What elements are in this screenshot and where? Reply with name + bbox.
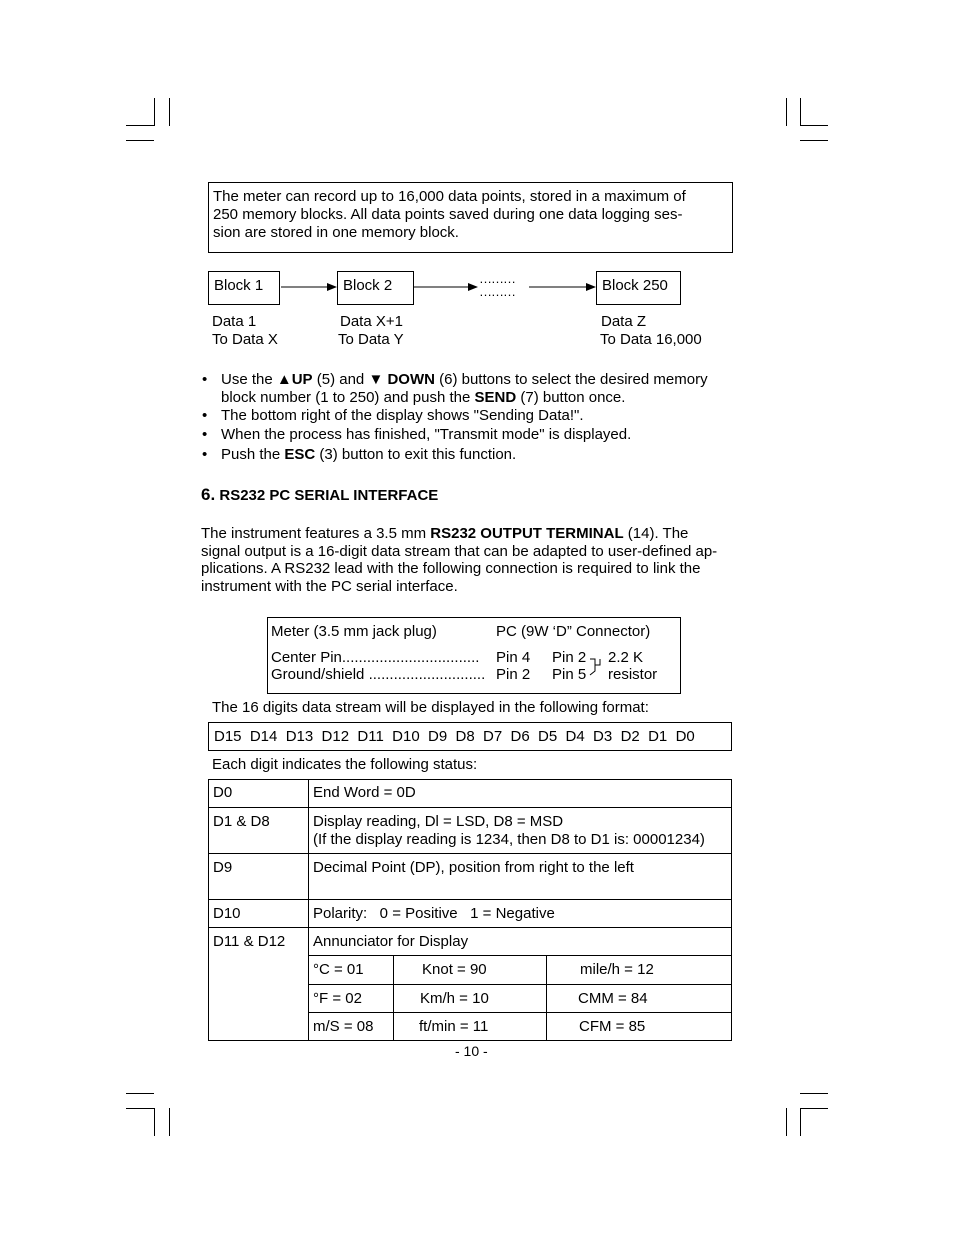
row-d10-key: D10 xyxy=(213,905,241,922)
row-d11d12-key: D11 & D12 xyxy=(213,933,286,950)
pc-header: PC (9W ‘D” Connector) xyxy=(496,623,651,640)
bullet-1-line-1 xyxy=(221,371,708,389)
section-para-line-4: instrument with the PC serial interface. xyxy=(201,578,458,595)
row-label: Ground/shield xyxy=(271,666,365,683)
row-d9-key: D9 xyxy=(213,859,233,876)
row-d10-value: Polarity: 0 = Positive 1 = Negative xyxy=(313,905,555,922)
ground-label xyxy=(271,666,485,684)
dot-leader: ................................. xyxy=(341,649,480,666)
bullet-4-text: Push the xyxy=(221,446,285,463)
row-d0-value: End Word = 0D xyxy=(313,784,416,801)
row-d11d12-value: Annunciator for Display xyxy=(313,933,469,950)
center-pin-pc: Pin 2 xyxy=(552,649,587,666)
annunciator-cell: Knot = 90 xyxy=(422,961,487,978)
bullet-4 xyxy=(221,446,516,464)
rs232-terminal-ref: RS232 OUTPUT TERMINAL xyxy=(430,525,624,542)
status-intro: Each digit indicates the following status: xyxy=(212,756,478,773)
section-para-line-3: plications. A RS232 lead with the following connection is required to link the xyxy=(201,560,701,577)
digit-stream: D15 D14 D13 D12 D11 D10 D9 D8 D7 D6 D5 D4 D3 D2 D1 D0 xyxy=(214,728,695,745)
ellipsis-dots-1: ……… xyxy=(479,271,515,286)
annunciator-cell: ft/min = 11 xyxy=(419,1018,489,1035)
connection-box xyxy=(267,617,681,694)
annunciator-cell: Km/h = 10 xyxy=(420,990,489,1007)
crop-mark xyxy=(126,1093,154,1094)
bullet-dot: • xyxy=(202,407,208,424)
page-number: - 10 - xyxy=(455,1043,488,1059)
annunciator-cell: m/S = 08 xyxy=(313,1018,374,1035)
annunciator-cell: mile/h = 12 xyxy=(580,961,654,978)
bullet-1-text: (6) buttons to select the desired memory xyxy=(434,371,708,388)
intro-line-2: 250 memory blocks. All data points saved during one data logging ses- xyxy=(213,206,683,223)
bullet-3: When the process has finished, "Transmit mode" is displayed. xyxy=(221,426,632,443)
data-2-end: To Data Y xyxy=(338,331,404,348)
resistor-label: resistor xyxy=(608,666,658,683)
bullet-1-text: Use the xyxy=(221,371,277,388)
ellipsis-dots-2: ……… xyxy=(479,284,515,299)
bullet-1-text: (7) button once. xyxy=(516,389,626,406)
down-button-ref: ▼ DOWN xyxy=(368,371,435,388)
row-d9-value: Decimal Point (DP), position from right to the left xyxy=(313,859,634,876)
bullet-1-text: (5) and xyxy=(312,371,369,388)
para-text: The instrument features a 3.5 mm xyxy=(201,525,431,542)
row-d1d8-value-1: Display reading, Dl = LSD, D8 = MSD xyxy=(313,813,564,830)
section-heading xyxy=(201,486,438,505)
bullet-1-line-2 xyxy=(221,389,625,407)
section-title: RS232 PC SERIAL INTERFACE xyxy=(219,487,439,504)
stream-intro: The 16 digits data stream will be displayed in the following format: xyxy=(212,699,649,716)
annunciator-cell: CMM = 84 xyxy=(578,990,648,1007)
crop-mark xyxy=(800,1093,828,1094)
annunciator-cell: °F = 02 xyxy=(313,990,362,1007)
data-3-start: Data Z xyxy=(601,313,647,330)
up-button-ref: ▲UP xyxy=(276,371,313,388)
section-para-line-2: signal output is a 16-digit data stream that can be adapted to user-defined ap- xyxy=(201,543,718,560)
crop-mark xyxy=(169,1108,170,1136)
block-250-label: Block 250 xyxy=(602,277,668,294)
intro-line-1: The meter can record up to 16,000 data points, stored in a maximum of xyxy=(213,188,686,205)
data-1-end: To Data X xyxy=(212,331,278,348)
crop-mark xyxy=(800,1108,801,1136)
dot-leader: ............................ xyxy=(364,666,486,683)
digit-stream-box xyxy=(208,722,732,751)
row-label: Center Pin xyxy=(271,649,342,666)
section-number: 6. xyxy=(201,485,216,504)
bullet-2: The bottom right of the display shows "Sending Data!". xyxy=(221,407,584,424)
data-2-start: Data X+1 xyxy=(340,313,403,330)
annunciator-cell: CFM = 85 xyxy=(579,1018,646,1035)
block-1-label: Block 1 xyxy=(214,277,264,294)
section-para-line-1 xyxy=(201,525,688,543)
row-d0-key: D0 xyxy=(213,784,233,801)
center-pin-label xyxy=(271,649,479,667)
crop-mark xyxy=(786,1108,787,1136)
meter-header: Meter (3.5 mm jack plug) xyxy=(271,623,437,640)
bullet-1-text: block number (1 to 250) and push the xyxy=(221,389,475,406)
ground-pc: Pin 5 xyxy=(552,666,587,683)
block-arrows xyxy=(0,0,954,400)
bullet-4-text: (3) button to exit this function. xyxy=(315,446,517,463)
para-text: (14). The xyxy=(623,525,689,542)
bullet-dot: • xyxy=(202,446,208,463)
send-button-ref: SEND xyxy=(474,389,517,406)
bullet-dot: • xyxy=(202,426,208,443)
row-d1d8-value-2: (If the display reading is 1234, then D8 to D1 is: 00001234) xyxy=(313,831,705,848)
ground-meter: Pin 2 xyxy=(496,666,531,683)
crop-mark xyxy=(126,1108,154,1109)
annunciator-cell: °C = 01 xyxy=(313,961,364,978)
resistor-symbol xyxy=(590,656,604,678)
esc-button-ref: ESC xyxy=(284,446,316,463)
data-3-end: To Data 16,000 xyxy=(600,331,702,348)
center-pin-meter: Pin 4 xyxy=(496,649,531,666)
crop-mark xyxy=(800,1108,828,1109)
intro-line-3: sion are stored in one memory block. xyxy=(213,224,459,241)
crop-mark xyxy=(154,1108,155,1136)
resistor-value: 2.2 K xyxy=(608,649,644,666)
data-1-start: Data 1 xyxy=(212,313,257,330)
row-d1d8-key: D1 & D8 xyxy=(213,813,270,830)
bullet-dot: • xyxy=(202,371,208,388)
block-2-label: Block 2 xyxy=(343,277,393,294)
